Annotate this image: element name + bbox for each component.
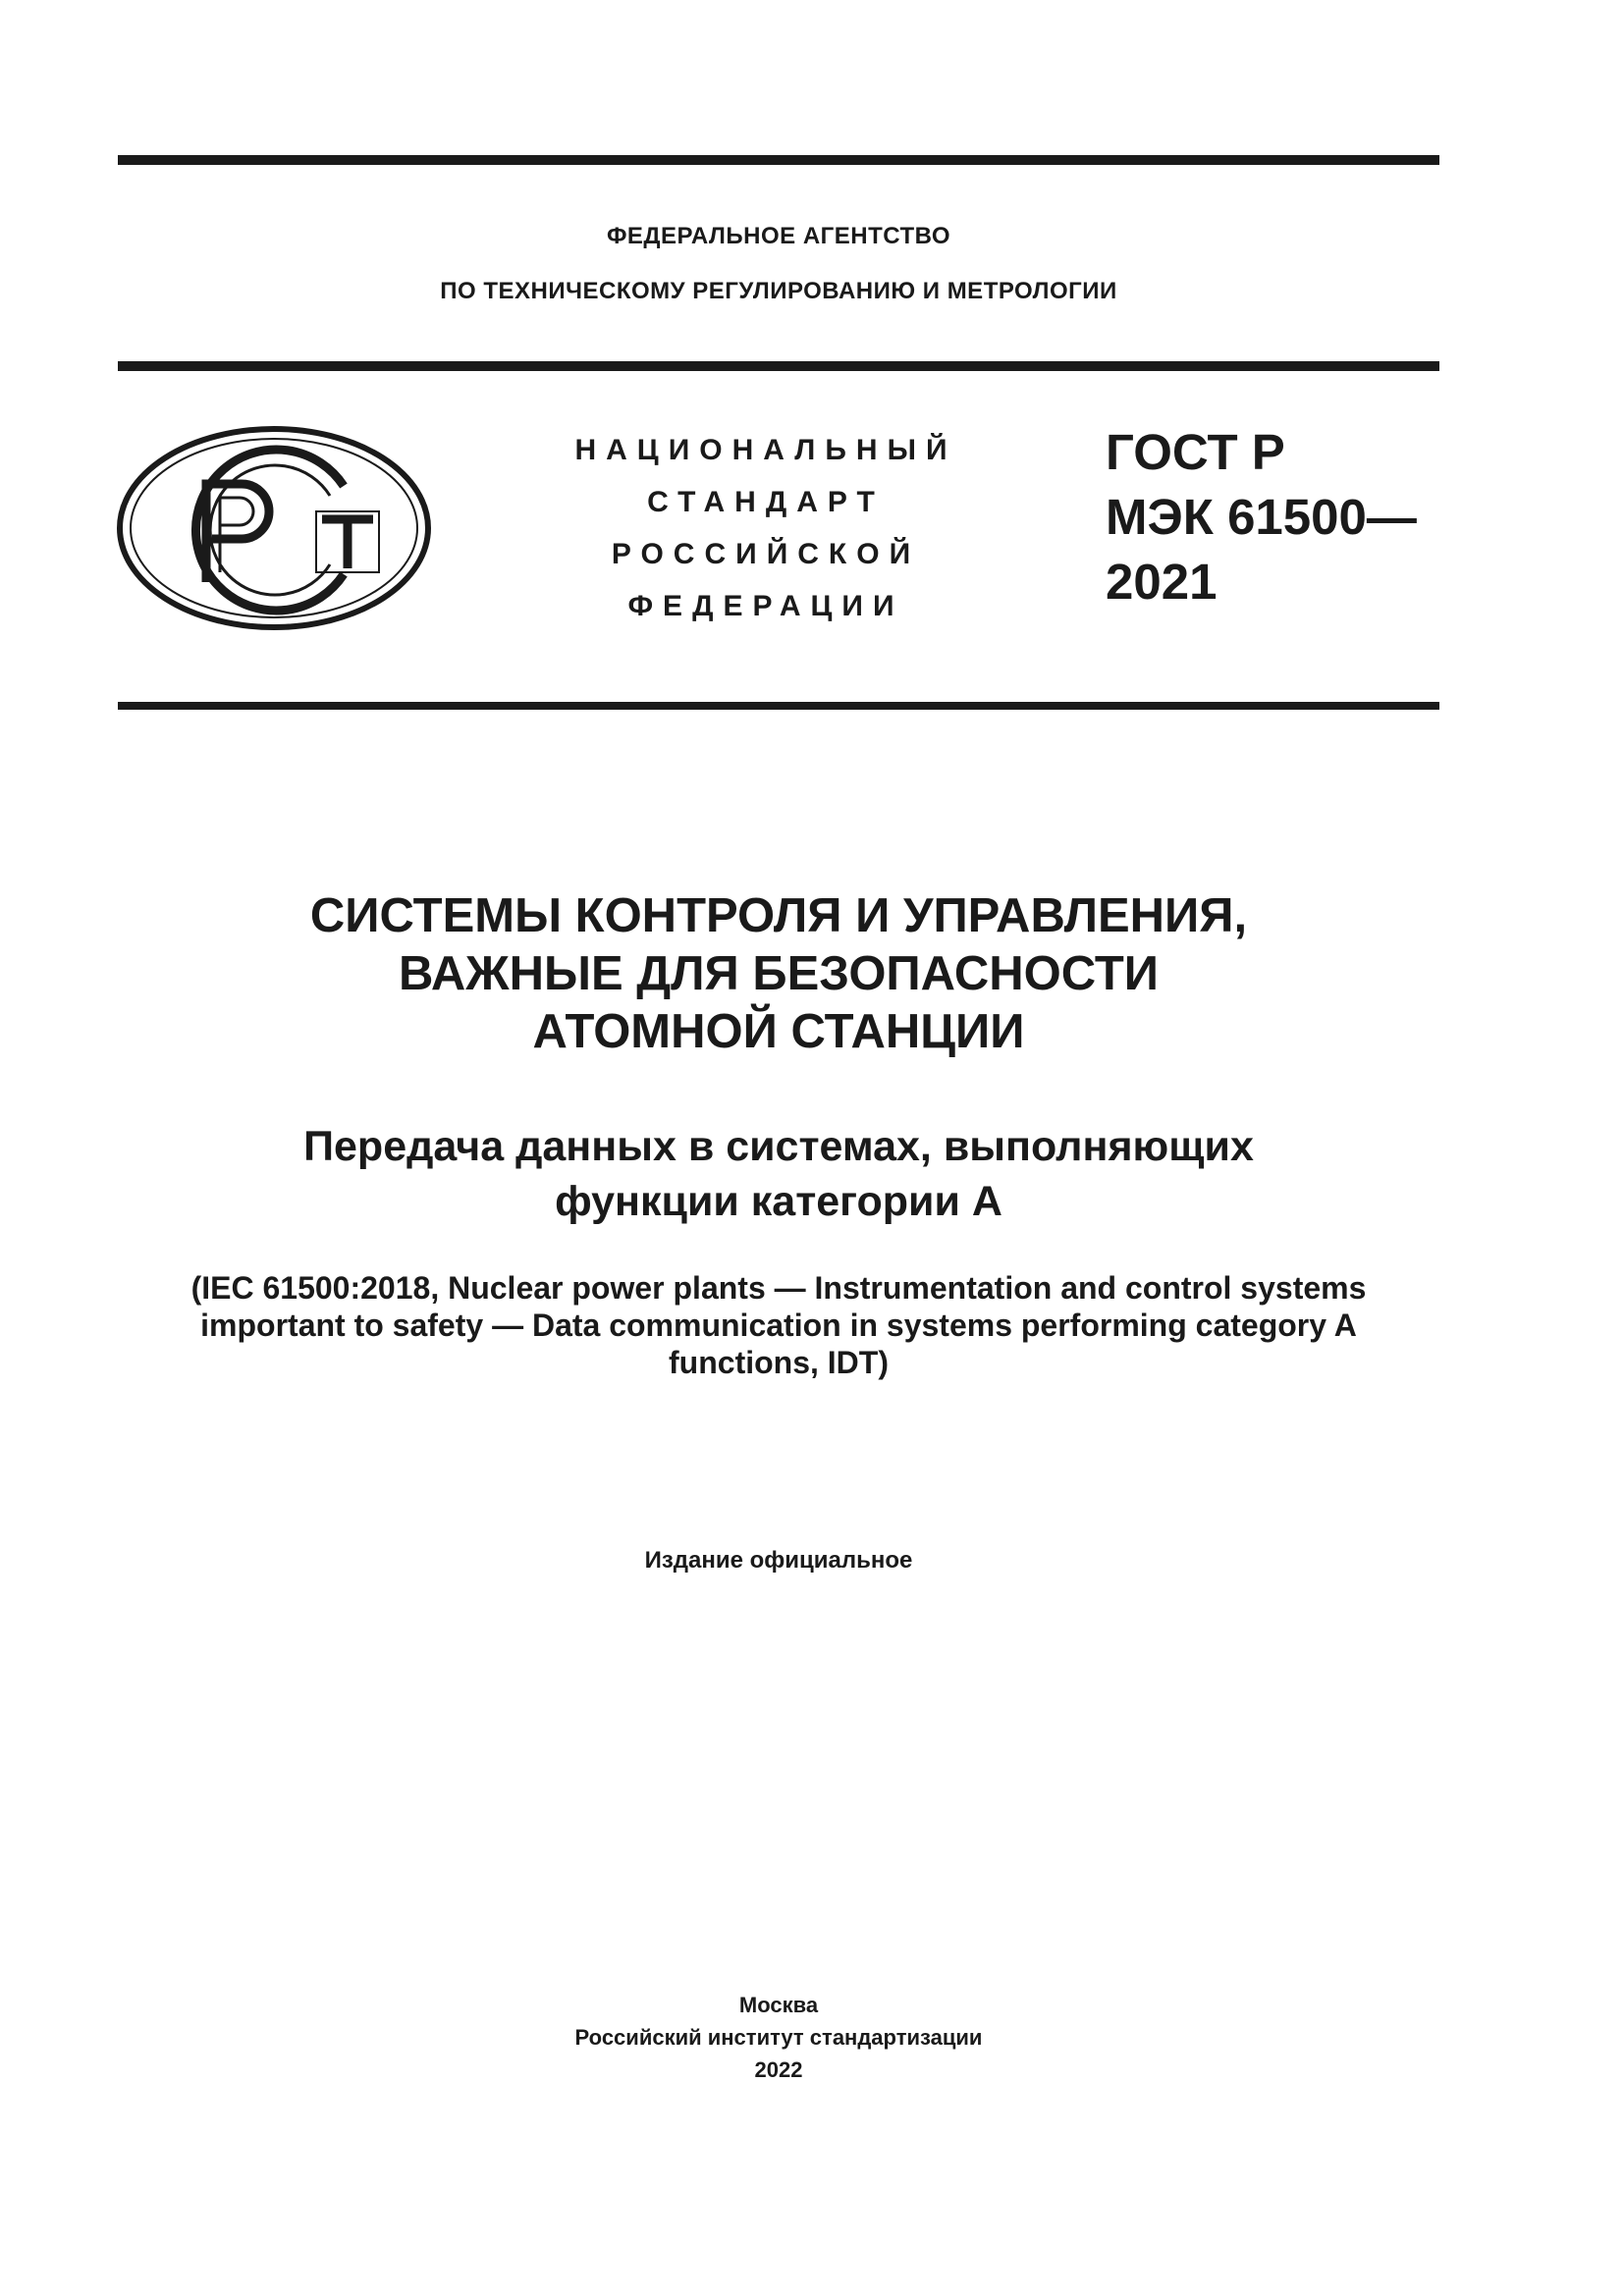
agency-name-line-1: ФЕДЕРАЛЬНОЕ АГЕНТСТВО <box>606 223 951 249</box>
document-title <box>118 887 1439 1061</box>
international-reference <box>118 1269 1439 1381</box>
imprint-publisher: Российский институт стандартизации <box>574 2025 983 2050</box>
header-rule <box>118 361 1439 371</box>
standard-designation <box>1106 420 1417 614</box>
standard-type-line: НАЦИОНАЛЬНЫЙ <box>574 434 957 466</box>
agency-name-line-2: ПО ТЕХНИЧЕСКОМУ РЕГУЛИРОВАНИЮ И МЕТРОЛОГИИ <box>440 278 1117 304</box>
rst-certification-mark-icon <box>116 425 432 631</box>
designation-line: ГОСТ Р <box>1106 424 1285 480</box>
title-line: ВАЖНЫЕ ДЛЯ БЕЗОПАСНОСТИ <box>398 947 1160 1000</box>
top-rule <box>118 155 1439 165</box>
subtitle-line: Передача данных в системах, выполняющих <box>303 1123 1254 1170</box>
reference-line: functions, IDT) <box>669 1345 889 1380</box>
subtitle-line: функции категории А <box>555 1178 1002 1225</box>
imprint-year: 2022 <box>754 2057 803 2082</box>
reference-line: important to safety — Data communication in systems performing category A <box>200 1308 1357 1343</box>
masthead-bottom-rule <box>118 702 1439 710</box>
title-line: АТОМНОЙ СТАНЦИИ <box>532 1005 1025 1058</box>
title-line: СИСТЕМЫ КОНТРОЛЯ И УПРАВЛЕНИЯ, <box>309 889 1248 942</box>
standard-type-line: СТАНДАРТ <box>647 486 885 518</box>
standard-type-line: РОССИЙСКОЙ <box>611 538 921 570</box>
standard-type-line: ФЕДЕРАЦИИ <box>627 590 904 622</box>
designation-line: 2021 <box>1106 554 1218 610</box>
standard-type-block <box>550 424 982 632</box>
designation-line: МЭК 61500— <box>1106 489 1417 545</box>
document-subtitle <box>118 1119 1439 1229</box>
publisher-imprint <box>118 1989 1439 2086</box>
imprint-city: Москва <box>738 1993 819 2017</box>
edition-label: Издание официальное <box>644 1547 913 1574</box>
reference-line: (IEC 61500:2018, Nuclear power plants — Instrumentation and control systems <box>190 1270 1367 1306</box>
